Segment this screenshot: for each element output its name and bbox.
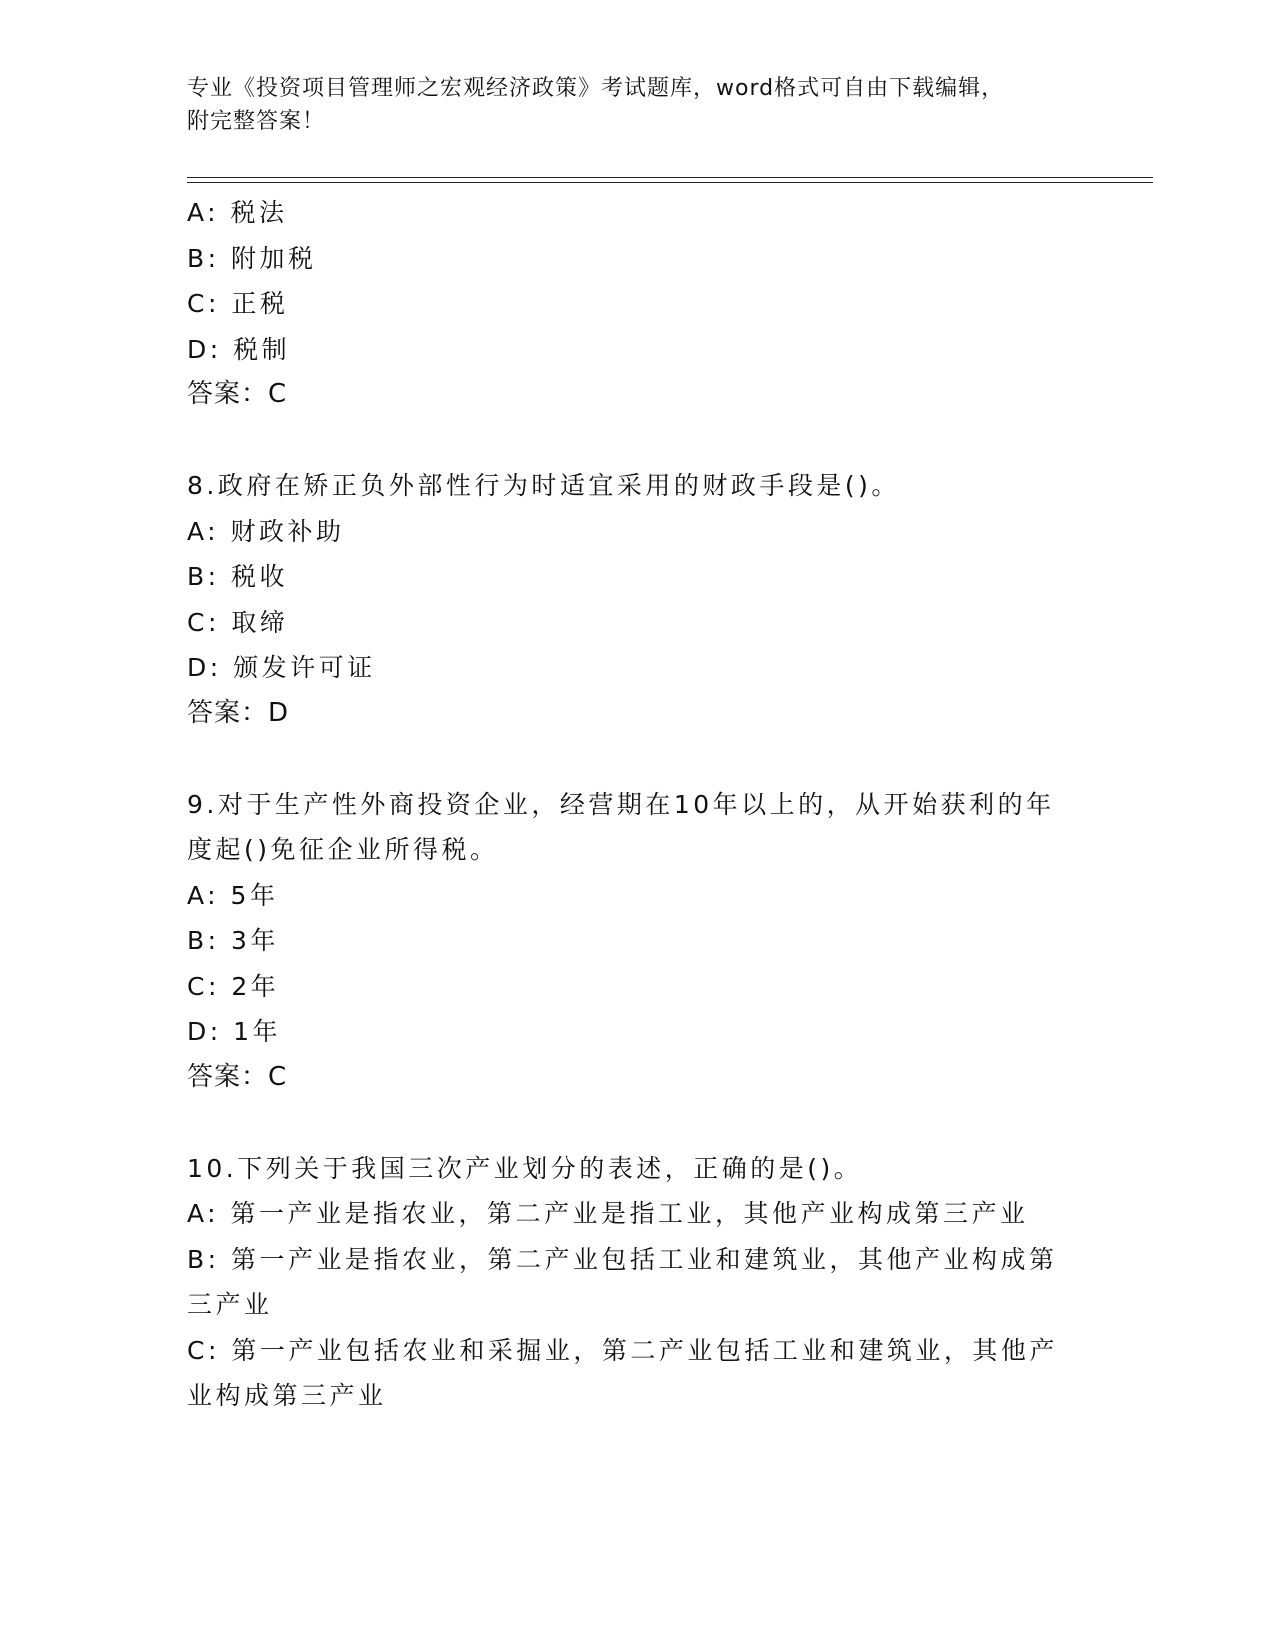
- document-header: [187, 72, 1067, 138]
- answer-label: 答案：C: [187, 379, 288, 409]
- option-b: B: 3年: [187, 926, 279, 955]
- answer-label: 答案：D: [187, 697, 290, 728]
- header-line-1: 专业《投资项目管理师之宏观经济政策》考试题库，word格式可自由下载编辑，: [187, 76, 1005, 101]
- question-text: 9.对于生产性外商投资企业，经营期在10年以上的，从开始获利的年度起()免征企业所得税。: [187, 789, 1055, 864]
- option-b: B: 第一产业是指农业，第二产业包括工业和建筑业，其他产业构成第三产业: [187, 1244, 1058, 1319]
- question-10-block: [187, 1146, 1087, 1419]
- question-8-block: [187, 463, 1087, 736]
- option-c: C: 正税: [187, 289, 289, 318]
- option-a: A: 财政补助: [187, 516, 345, 546]
- option-d: D: 颁发许可证: [187, 653, 376, 682]
- option-b: B: 附加税: [187, 243, 317, 273]
- spacer: [187, 418, 1087, 464]
- option-b: B: 税收: [187, 562, 289, 591]
- answer-label: 答案：C: [187, 1061, 288, 1092]
- question-text: 8.政府在矫正负外部性行为时适宜采用的财政手段是()。: [187, 471, 900, 500]
- question-list: [187, 190, 1087, 1419]
- question-7-block: [187, 190, 1087, 418]
- header-rule-bottom: [187, 182, 1153, 183]
- option-c: C: 取缔: [187, 607, 289, 637]
- spacer: [187, 1100, 1087, 1146]
- option-c: C: 2年: [187, 971, 280, 1001]
- option-a: A: 税法: [187, 198, 288, 227]
- question-text: 10.下列关于我国三次产业划分的表述，正确的是()。: [187, 1153, 863, 1183]
- header-rule-top: [187, 177, 1153, 178]
- header-line-2: 附完整答案！: [187, 109, 326, 134]
- option-c: C: 第一产业包括农业和采掘业，第二产业包括工业和建筑业，其他产业构成第三产业: [187, 1335, 1058, 1410]
- option-a: A: 第一产业是指农业，第二产业是指工业，其他产业构成第三产业: [187, 1199, 1029, 1228]
- option-d: D: 1年: [187, 1017, 282, 1046]
- spacer: [187, 736, 1087, 782]
- question-9-block: [187, 782, 1087, 1101]
- option-a: A: 5年: [187, 880, 279, 910]
- option-d: D: 税制: [187, 334, 291, 364]
